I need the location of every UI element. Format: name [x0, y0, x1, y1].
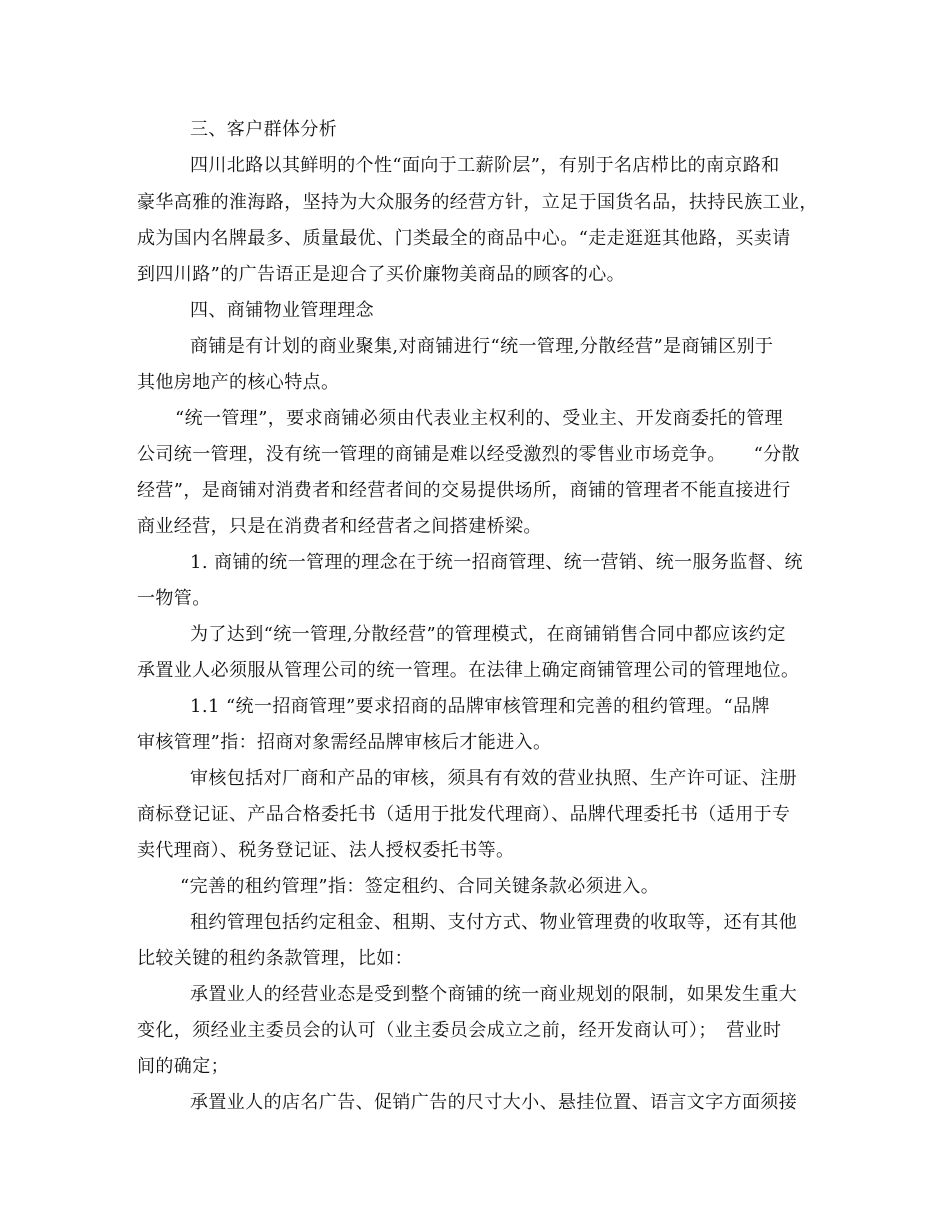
- paragraph-line: 审核包括对厂商和产品的审核，须具有有效的营业执照、生产许可证、注册: [190, 768, 798, 789]
- paragraph-line: 商铺是有计划的商业聚集,对商铺进行“统一管理,分散经营”是商铺区别于: [190, 336, 774, 357]
- paragraph-line: 承置业人的店名广告、促销广告的尺寸大小、悬挂位置、语言文字方面须接: [190, 1092, 798, 1113]
- paragraph-line: 卖代理商）、税务登记证、法人授权委托书等。: [137, 840, 515, 861]
- paragraph-line: 商标登记证、产品合格委托书（适用于批发代理商）、品牌代理委托书（适用于专: [137, 804, 791, 825]
- paragraph-line: 间的确定；: [137, 1056, 229, 1077]
- paragraph-line: 为了达到“统一管理,分散经营”的管理模式，在商铺销售合同中都应该约定: [190, 624, 786, 645]
- paragraph-line: 经营”，是商铺对消费者和经营者间的交易提供场所，商铺的管理者不能直接进行: [137, 480, 791, 501]
- paragraph-line: 四川北路以其鲜明的个性“面向于工薪阶层”，有别于名店栉比的南京路和: [190, 155, 780, 176]
- paragraph-line: 变化，须经业主委员会的认可（业主委员会成立之前，经开发商认可）； 营业时: [137, 1020, 782, 1041]
- section-heading-customer-analysis: 三、客户群体分析: [190, 119, 338, 140]
- paragraph-line: 1. 商铺的统一管理的理念在于统一招商管理、统一营销、统一服务监督、统: [190, 552, 803, 573]
- paragraph-line: 租约管理包括约定租金、租期、支付方式、物业管理费的收取等，还有其他: [190, 912, 798, 933]
- paragraph-line: 豪华高雅的淮海路，坚持为大众服务的经营方针，立足于国货名品，扶持民族工业，: [137, 192, 818, 213]
- paragraph-line: 其他房地产的核心特点。: [137, 372, 340, 393]
- paragraph-line: 一物管。: [137, 588, 211, 609]
- paragraph-line: 承置业人必须服从管理公司的统一管理。在法律上确定商铺管理公司的管理地位。: [137, 660, 800, 681]
- paragraph-line: “完善的租约管理”指：签定租约、合同关键条款必须进入。: [180, 876, 660, 897]
- section-heading-management-concept: 四、商铺物业管理理念: [190, 300, 374, 321]
- paragraph-line: 比较关键的租约条款管理，比如：: [137, 948, 413, 969]
- paragraph-line: 审核管理”指：招商对象需经品牌审核后才能进入。: [137, 732, 552, 753]
- paragraph-line: 1.1 “统一招商管理”要求招商的品牌审核管理和完善的租约管理。“品牌: [190, 696, 770, 717]
- paragraph-line: “统一管理”，要求商铺必须由代表业主权利的、受业主、开发商委托的管理: [175, 408, 784, 429]
- paragraph-line: 成为国内名牌最多、质量最优、门类最全的商品中心。“走走逛逛其他路，买卖请: [137, 228, 791, 249]
- paragraph-line: 商业经营，只是在消费者和经营者之间搭建桥梁。: [137, 516, 542, 537]
- paragraph-line: 到四川路”的广告语正是迎合了买价廉物美商品的顾客的心。: [137, 264, 625, 285]
- paragraph-line: 公司统一管理，没有统一管理的商铺是难以经受激烈的零售业市场竞争。 “分散: [137, 444, 800, 465]
- paragraph-line: 承置业人的经营业态是受到整个商铺的统一商业规划的限制，如果发生重大: [190, 984, 798, 1005]
